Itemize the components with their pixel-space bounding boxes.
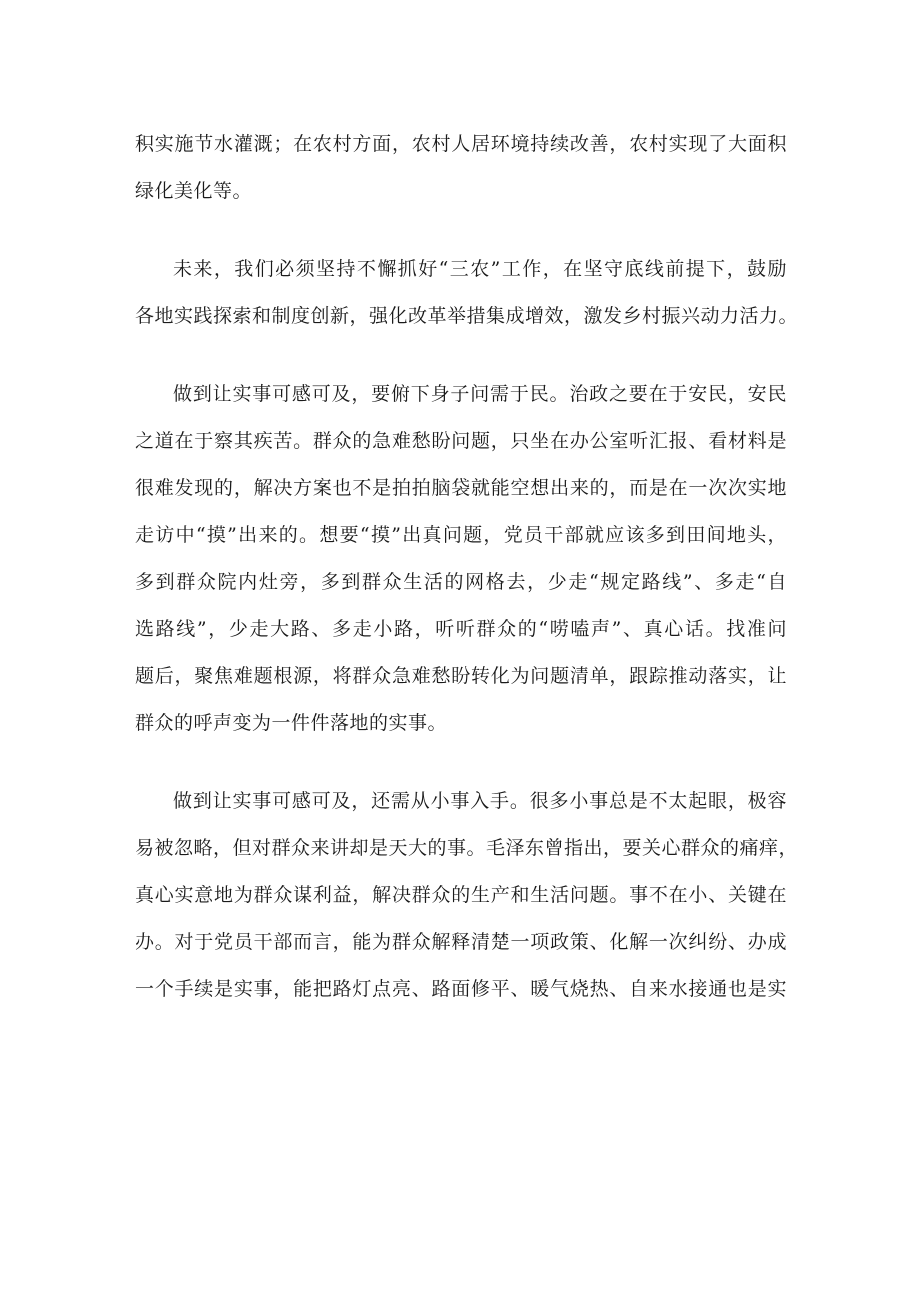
paragraph-3-line-7: 题后，聚焦难题根源，将群众急难愁盼转化为问题清单，跟踪推动落实，让 [135,665,787,687]
paragraph-4-line-3: 真心实意地为群众谋利益，解决群众的生产和生活问题。事不在小、关键在 [135,884,787,906]
paragraph-3-line-5: 多到群众院内灶旁，多到群众生活的网格去，少走“规定路线”、多走“自 [135,571,787,593]
paragraph-3-line-4: 走访中“摸”出来的。想要“摸”出真问题，党员干部就应该多到田间地头， [135,524,787,546]
paragraph-2-line-1: 未来，我们必须坚持不懈抓好“三农”工作，在坚守底线前提下，鼓励 [173,258,787,280]
paragraph-3-line-2: 之道在于察其疾苦。群众的急难愁盼问题，只坐在办公室听汇报、看材料是 [135,430,787,452]
paragraph-3-line-8: 群众的呼声变为一件件落地的实事。 [135,712,448,734]
paragraph-3-line-3: 很难发现的，解决方案也不是拍拍脑袋就能空想出来的，而是在一次次实地 [135,477,787,499]
paragraph-1-line-1: 积实施节水灌溉；在农村方面，农村人居环境持续改善，农村实现了大面积 [135,133,787,155]
paragraph-4-line-2: 易被忽略，但对群众来讲却是天大的事。毛泽东曾指出，要关心群众的痛痒， [135,837,799,859]
paragraph-4-line-1: 做到让实事可感可及，还需从小事入手。很多小事总是不太起眼，极容 [173,790,787,812]
paragraph-3-line-1: 做到让实事可感可及，要俯下身子问需于民。治政之要在于安民，安民 [173,383,787,405]
paragraph-4-line-5: 一个手续是实事，能把路灯点亮、路面修平、暖气烧热、自来水接通也是实 [135,978,787,1000]
paragraph-1-line-2: 绿化美化等。 [135,180,253,202]
paragraph-4-line-4: 办。对于党员干部而言，能为群众解释清楚一项政策、化解一次纠纷、办成 [135,931,787,953]
paragraph-3-line-6: 选路线”，少走大路、多走小路，听听群众的“唠嗑声”、真心话。找准问 [135,618,787,640]
paragraph-2-line-2: 各地实践探索和制度创新，强化改革举措集成增效，激发乡村振兴动力活力。 [135,305,799,327]
